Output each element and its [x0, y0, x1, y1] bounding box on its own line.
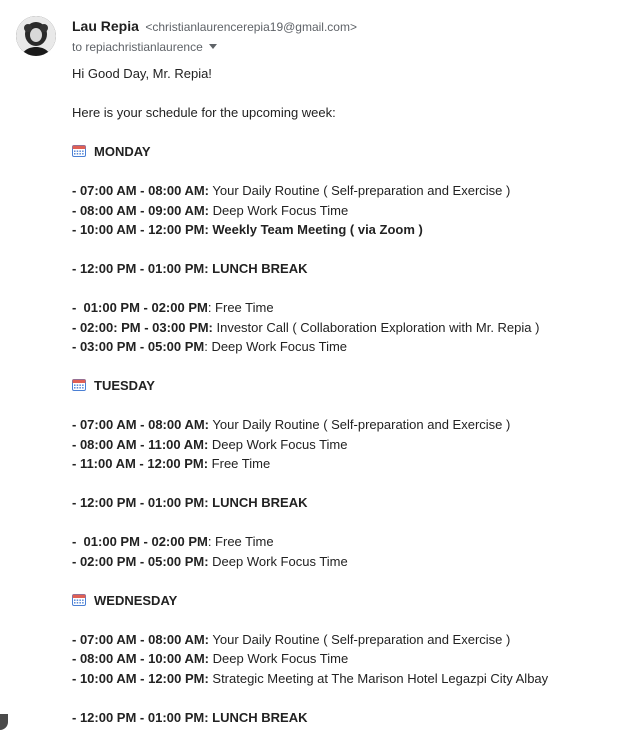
day-name: TUESDAY — [94, 378, 155, 393]
schedule-entry — [72, 435, 632, 455]
entry-description: Deep Work Focus Time — [209, 202, 349, 218]
entry-time: - 12:00 PM - 01:00 PM: — [72, 709, 209, 725]
entry-time: - 02:00: PM - 03:00 PM: — [72, 319, 213, 335]
entry-description: Your Daily Routine ( Self-preparation and Exercise ) — [209, 417, 511, 432]
recipient-line: to repiachristianlaurence — [72, 40, 203, 54]
entry-description: : Free Time — [207, 300, 274, 315]
schedule-entry — [72, 318, 632, 338]
schedule — [72, 142, 632, 747]
schedule-entry — [72, 708, 632, 728]
entry-time: - 01:00 PM - 02:00 PM — [72, 300, 208, 315]
sender-line — [72, 18, 357, 36]
schedule-entry — [72, 337, 632, 357]
message-header — [16, 16, 616, 60]
schedule-entry — [72, 259, 632, 279]
schedule-entry — [72, 649, 632, 669]
entry-description: Free Time — [208, 456, 271, 471]
entry-description: : Deep Work Focus Time — [204, 339, 348, 354]
greeting: Hi Good Day, Mr. Repia! — [72, 66, 212, 81]
entry-description: Weekly Team Meeting ( via Zoom ) — [208, 222, 423, 237]
calendar-icon — [72, 143, 86, 156]
entry-description: LUNCH BREAK — [208, 261, 308, 276]
calendar-icon — [72, 144, 86, 157]
schedule-entry — [72, 493, 632, 513]
entry-time: - 01:00 PM - 02:00 PM — [72, 534, 208, 549]
message-body — [72, 64, 632, 747]
calendar-icon — [72, 592, 86, 605]
entry-time: - 07:00 AM - 08:00 AM: — [72, 631, 210, 647]
entry-description: Deep Work Focus Time — [208, 553, 348, 569]
entry-description: : Free Time — [207, 534, 274, 549]
entry-description: LUNCH BREAK — [208, 709, 308, 725]
day-heading — [72, 142, 632, 162]
entry-time: - 10:00 AM - 12:00 PM: — [72, 670, 209, 686]
entry-description: Investor Call ( Collaboration Exploration with Mr. Repia ) — [212, 319, 540, 335]
entry-time: - 08:00 AM - 11:00 AM: — [72, 436, 209, 452]
entry-time: - 07:00 AM - 08:00 AM: — [72, 417, 210, 432]
chevron-down-icon[interactable] — [209, 44, 217, 49]
avatar[interactable] — [16, 16, 56, 56]
schedule-entry — [72, 669, 632, 689]
entry-time: - 02:00 PM - 05:00 PM: — [72, 553, 209, 569]
entry-time: - 10:00 AM - 12:00 PM: — [72, 222, 209, 237]
entry-time: - 03:00 PM - 05:00 PM — [72, 339, 205, 354]
entry-description: Strategic Meeting at The Marison Hotel Legazpi City Albay — [208, 670, 549, 686]
day-heading — [72, 376, 632, 396]
schedule-entry — [72, 201, 632, 221]
calendar-icon — [72, 378, 86, 391]
schedule-entry — [72, 181, 632, 201]
schedule-entry — [72, 532, 632, 552]
intro-text: Here is your schedule for the upcoming week: — [72, 105, 336, 120]
entry-time: - 07:00 AM - 08:00 AM: — [72, 183, 210, 198]
entry-description: Deep Work Focus Time — [209, 651, 349, 666]
entry-time: - 12:00 PM - 01:00 PM: — [72, 495, 209, 510]
recipient-details-toggle[interactable] — [72, 40, 217, 54]
schedule-entry — [72, 298, 632, 318]
entry-description: Your Daily Routine ( Self-preparation and Exercise ) — [209, 183, 511, 198]
calendar-icon — [72, 593, 86, 606]
schedule-entry — [72, 630, 632, 650]
day-heading — [72, 591, 632, 611]
entry-description: LUNCH BREAK — [208, 495, 308, 510]
avatar-image — [16, 16, 56, 56]
entry-description: Your Daily Routine ( Self-preparation and Exercise ) — [209, 631, 511, 647]
entry-description: Deep Work Focus Time — [208, 436, 348, 452]
window-corner — [0, 714, 8, 730]
entry-time: - 12:00 PM - 01:00 PM: — [72, 261, 209, 276]
schedule-entry — [72, 454, 632, 474]
day-name: WEDNESDAY — [94, 592, 178, 608]
calendar-icon — [72, 377, 86, 390]
schedule-entry — [72, 415, 632, 435]
sender-email: <christianlaurencerepia19@gmail.com> — [145, 20, 357, 34]
entry-time: - 08:00 AM - 09:00 AM: — [72, 202, 210, 218]
schedule-entry — [72, 552, 632, 572]
sender-name[interactable]: Lau Repia — [72, 18, 139, 34]
schedule-entry — [72, 220, 632, 240]
entry-time: - 08:00 AM - 10:00 AM: — [72, 651, 210, 666]
entry-time: - 11:00 AM - 12:00 PM: — [72, 456, 209, 471]
day-name: MONDAY — [94, 144, 151, 159]
